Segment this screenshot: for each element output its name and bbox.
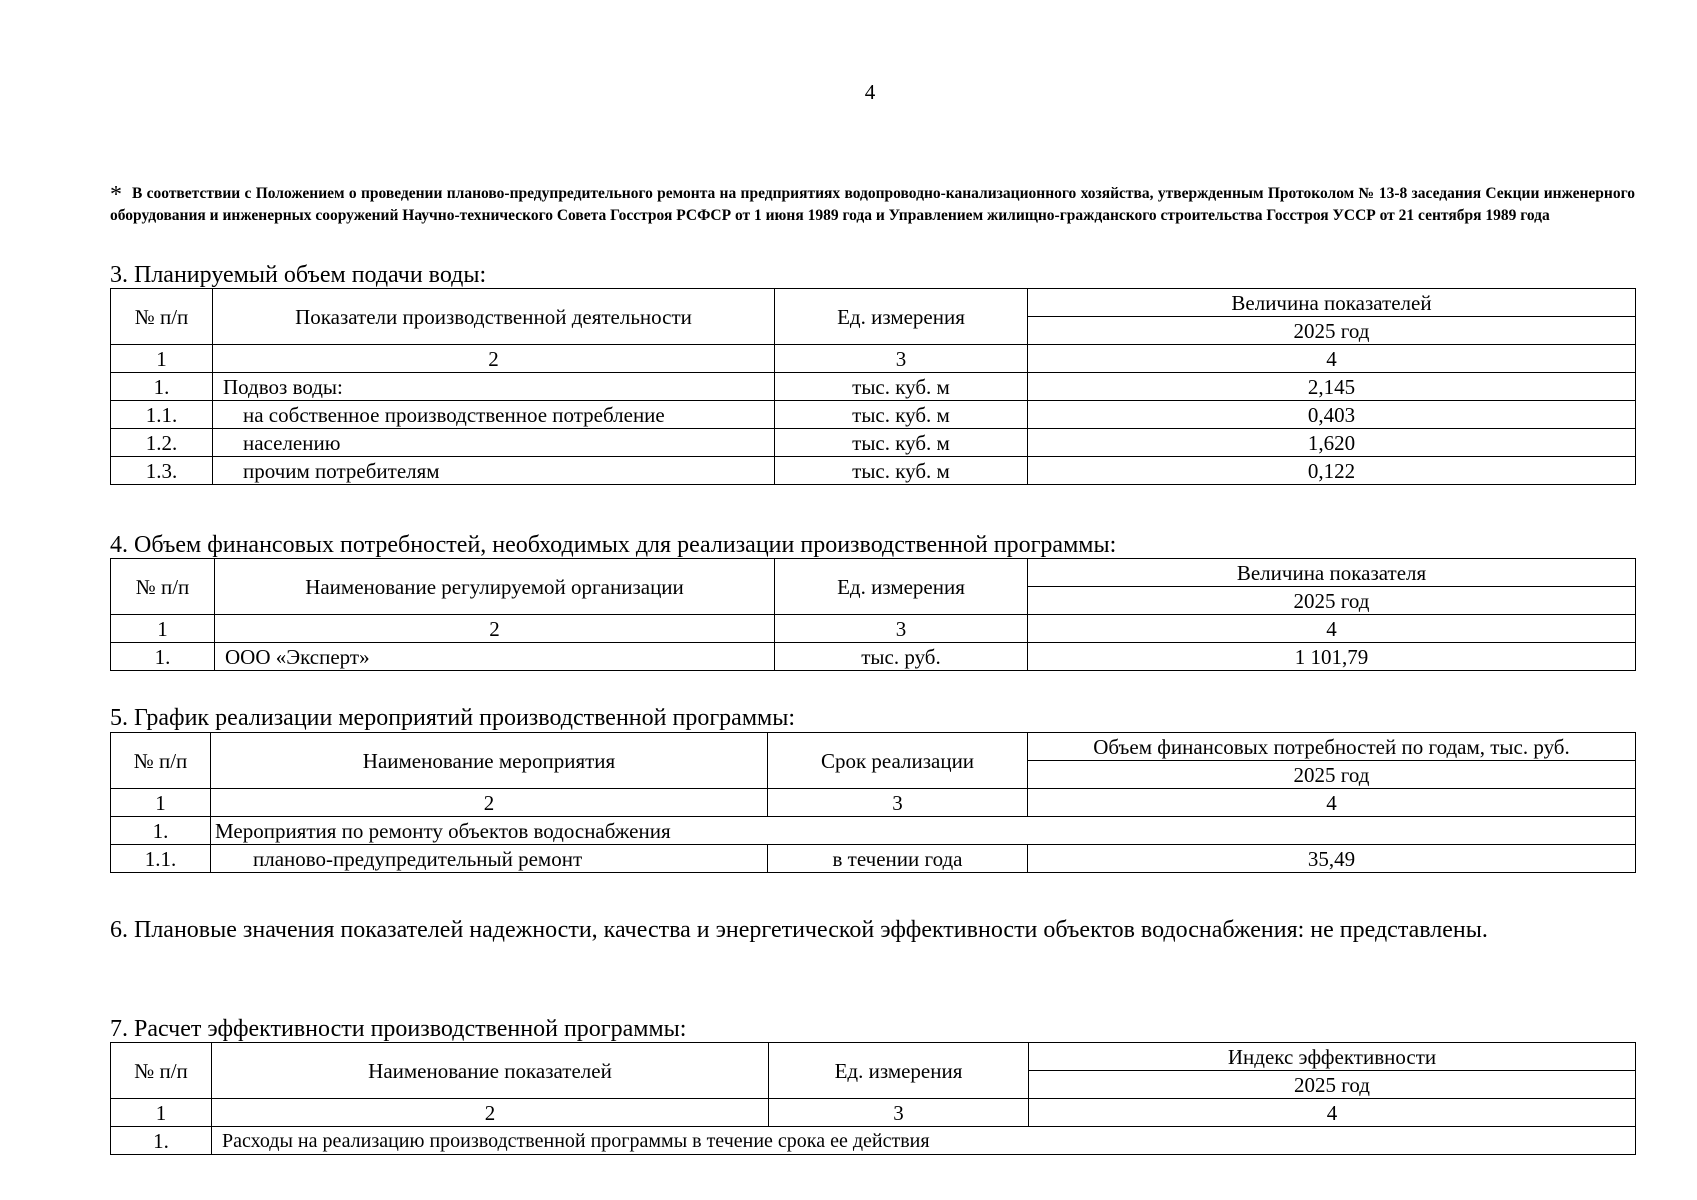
row-value: 2,145 bbox=[1028, 373, 1636, 401]
column-number-row bbox=[111, 615, 1636, 643]
col-number: 1 bbox=[111, 789, 211, 817]
row-term: в течении года bbox=[768, 845, 1028, 873]
row-num: 1.1. bbox=[111, 845, 211, 873]
header-name: Наименование мероприятия bbox=[211, 733, 768, 789]
schedule-table bbox=[110, 732, 1636, 873]
header-name: Наименование регулируемой организации bbox=[215, 559, 775, 615]
col-number: 4 bbox=[1028, 615, 1636, 643]
col-number: 2 bbox=[211, 789, 768, 817]
col-number: 4 bbox=[1029, 1099, 1636, 1127]
row-num: 1.1. bbox=[111, 401, 213, 429]
row-num: 1. bbox=[111, 373, 213, 401]
header-value: Величина показателя bbox=[1028, 559, 1636, 587]
row-num: 1.2. bbox=[111, 429, 213, 457]
row-name: населению bbox=[213, 429, 775, 457]
row-unit: тыс. руб. bbox=[775, 643, 1028, 671]
col-number: 3 bbox=[775, 345, 1028, 373]
column-number-row bbox=[111, 789, 1636, 817]
table-header-row bbox=[111, 289, 1636, 317]
row-unit: тыс. куб. м bbox=[775, 457, 1028, 485]
table-row bbox=[111, 401, 1636, 429]
water-supply-table bbox=[110, 288, 1636, 485]
header-year: 2025 год bbox=[1028, 761, 1636, 789]
header-num: № п/п bbox=[111, 559, 215, 615]
col-number: 4 bbox=[1028, 789, 1636, 817]
header-num: № п/п bbox=[111, 733, 211, 789]
footnote-text: В соответствии с Положением о проведении планово-предупредительного ремонта на предприятиях водопроводно-канализационного хозяйства, утвержденным Протоколом № 13-8 заседания Секции инженерного оборудования и инженерных сооружений Научно-технического Совета Госстроя РСФСР от 1 июня 1989 года и Управлением жилищно-гражданского строительства Госстроя УССР от 21 сентября 1989 года bbox=[110, 185, 1635, 224]
table-header-row bbox=[111, 559, 1636, 587]
row-value: 0,122 bbox=[1028, 457, 1636, 485]
header-unit: Ед. измерения bbox=[775, 289, 1028, 345]
page-number: 4 bbox=[864, 80, 876, 104]
row-unit: тыс. куб. м bbox=[775, 429, 1028, 457]
header-value: Объем финансовых потребностей по годам, тыс. руб. bbox=[1028, 733, 1636, 761]
table-row bbox=[111, 429, 1636, 457]
row-value: 1,620 bbox=[1028, 429, 1636, 457]
section-3-title: 3. Планируемый объем подачи воды: bbox=[110, 262, 487, 288]
header-year: 2025 год bbox=[1028, 317, 1636, 345]
row-unit: тыс. куб. м bbox=[775, 401, 1028, 429]
col-number: 3 bbox=[768, 789, 1028, 817]
section-6-text: 6. Плановые значения показателей надежности, качества и энергетической эффективности объектов водоснабжения: не представлены. bbox=[110, 917, 1488, 943]
table-row bbox=[111, 457, 1636, 485]
header-year: 2025 год bbox=[1028, 587, 1636, 615]
table-row bbox=[111, 373, 1636, 401]
column-number-row bbox=[111, 345, 1636, 373]
header-value: Индекс эффективности bbox=[1029, 1043, 1636, 1071]
col-number: 1 bbox=[111, 1099, 212, 1127]
efficiency-table bbox=[110, 1042, 1636, 1155]
row-num: 1.3. bbox=[111, 457, 213, 485]
header-value: Величина показателей bbox=[1028, 289, 1636, 317]
row-name: планово-предупредительный ремонт bbox=[211, 845, 768, 873]
row-num: 1. bbox=[111, 1127, 212, 1155]
section-7-title: 7. Расчет эффективности производственной программы: bbox=[110, 1016, 687, 1042]
row-num: 1. bbox=[111, 817, 211, 845]
header-unit: Ед. измерения bbox=[775, 559, 1028, 615]
row-value: 35,49 bbox=[1028, 845, 1636, 873]
row-name: на собственное производственное потребление bbox=[213, 401, 775, 429]
section-4-title: 4. Объем финансовых потребностей, необходимых для реализации производственной программы: bbox=[110, 532, 1117, 558]
table-group-row bbox=[111, 817, 1636, 845]
table-header-row bbox=[111, 1043, 1636, 1071]
row-value: 0,403 bbox=[1028, 401, 1636, 429]
col-number: 1 bbox=[111, 615, 215, 643]
row-name: Расходы на реализацию производственной программы в течение срока ее действия bbox=[212, 1127, 1636, 1155]
row-num: 1. bbox=[111, 643, 215, 671]
section-5-title: 5. График реализации мероприятий производственной программы: bbox=[110, 705, 795, 731]
col-number: 4 bbox=[1028, 345, 1636, 373]
table-header-row bbox=[111, 733, 1636, 761]
col-number: 1 bbox=[111, 345, 213, 373]
row-name: прочим потребителям bbox=[213, 457, 775, 485]
col-number: 2 bbox=[213, 345, 775, 373]
col-number: 2 bbox=[215, 615, 775, 643]
col-number: 3 bbox=[775, 615, 1028, 643]
col-number: 2 bbox=[212, 1099, 769, 1127]
row-name: ООО «Эксперт» bbox=[215, 643, 775, 671]
row-name: Подвоз воды: bbox=[213, 373, 775, 401]
row-value: 1 101,79 bbox=[1028, 643, 1636, 671]
header-num: № п/п bbox=[111, 1043, 212, 1099]
table-group-row bbox=[111, 1127, 1636, 1155]
financial-needs-table bbox=[110, 558, 1636, 671]
row-unit: тыс. куб. м bbox=[775, 373, 1028, 401]
table-row bbox=[111, 643, 1636, 671]
footnote bbox=[110, 180, 1635, 227]
footnote-asterisk: * bbox=[110, 182, 122, 208]
col-number: 3 bbox=[769, 1099, 1029, 1127]
header-num: № п/п bbox=[111, 289, 213, 345]
header-unit: Ед. измерения bbox=[769, 1043, 1029, 1099]
header-year: 2025 год bbox=[1029, 1071, 1636, 1099]
header-term: Срок реализации bbox=[768, 733, 1028, 789]
table-row bbox=[111, 845, 1636, 873]
header-name: Показатели производственной деятельности bbox=[213, 289, 775, 345]
column-number-row bbox=[111, 1099, 1636, 1127]
header-name: Наименование показателей bbox=[212, 1043, 769, 1099]
row-name: Мероприятия по ремонту объектов водоснабжения bbox=[211, 817, 1636, 845]
